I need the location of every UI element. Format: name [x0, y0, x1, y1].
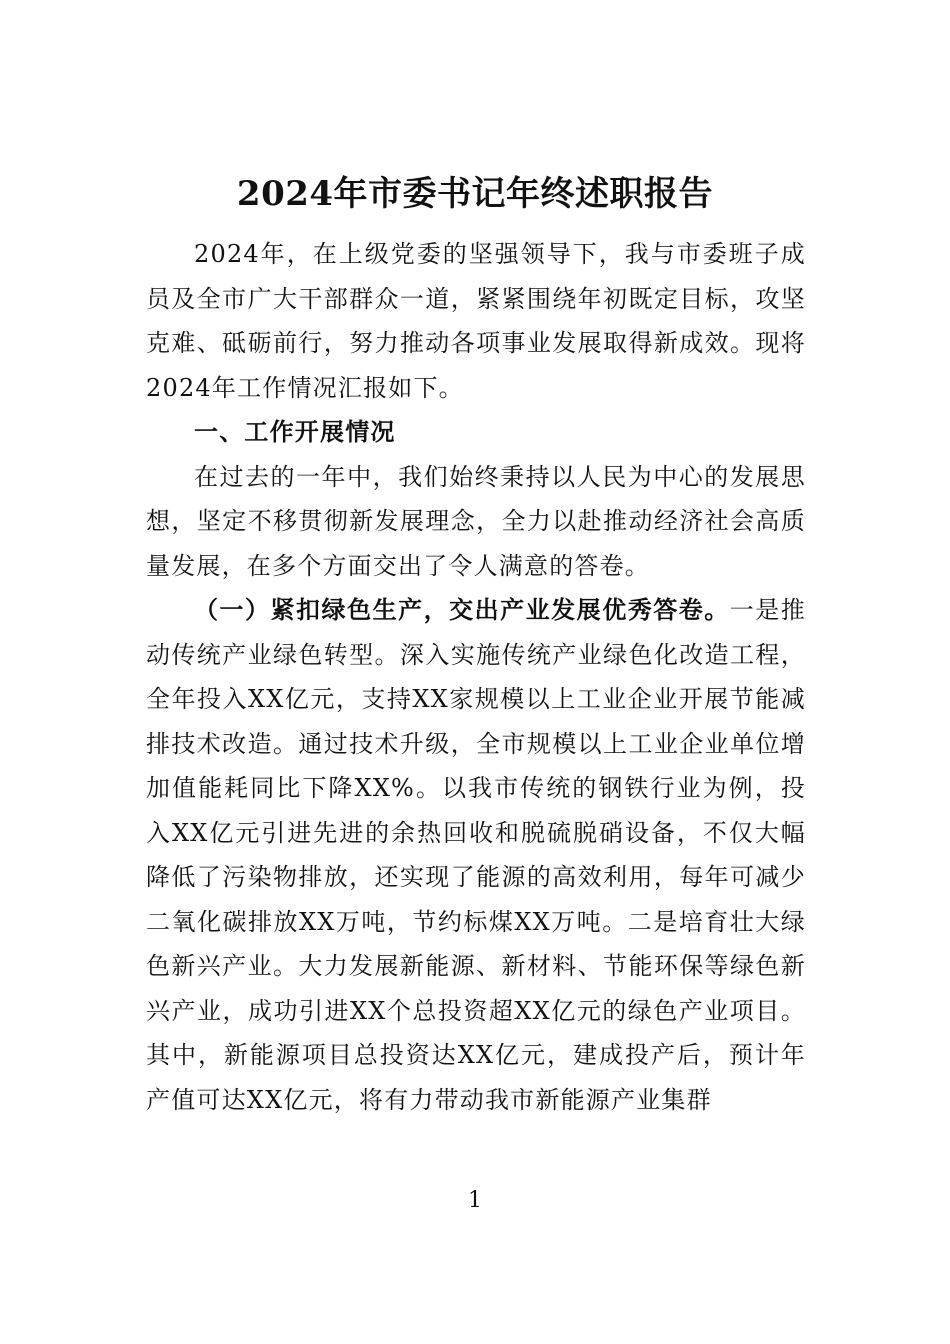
page-number: 1: [468, 1188, 482, 1213]
intro-paragraph: 2024年，在上级党委的坚强领导下，我与市委班子成员及全市广大干部群众一道，紧紧围绕年初既定目标，攻坚克难、砥砺前行，努力推动各项事业发展取得新成效。现将2024年工作情况汇报如下。: [146, 240, 806, 402]
subsection-paragraph-green-production: [146, 588, 806, 1122]
document-body: [146, 232, 806, 1122]
subsection-body-green-production: 一是推动传统产业绿色转型。深入实施传统产业绿色化改造工程，全年投入XX亿元，支持XX家规模以上工业企业开展节能减排技术改造。通过技术升级，全市规模以上工业企业单位增加值能耗同比下降XX%。以我市传统的钢铁行业为例，投入XX亿元引进先进的余热回收和脱硫脱硝设备，不仅大幅降低了污染物排放，还实现了能源的高效利用，每年可减少二氧化碳排放XX万吨，节约标煤XX万吨。二是培育壮大绿色新兴产业。大力发展新能源、新材料、节能环保等绿色新兴产业，成功引进XX个总投资超XX亿元的绿色产业项目。其中，新能源项目总投资达XX亿元，建成投产后，预计年产值可达XX亿元，将有力带动我市新能源产业集群: [146, 596, 806, 1114]
section-heading-work: 一、工作开展情况: [194, 418, 396, 446]
subsection-heading-green-production: （一）紧扣绿色生产，交出产业发展优秀答卷。: [194, 596, 730, 624]
document-title: 2024年市委书记年终述职报告: [236, 174, 714, 214]
section-paragraph-overview: 在过去的一年中，我们始终秉持以人民为中心的发展思想，坚定不移贯彻新发展理念，全力以赴推动经济社会高质量发展，在多个方面交出了令人满意的答卷。: [146, 462, 806, 580]
